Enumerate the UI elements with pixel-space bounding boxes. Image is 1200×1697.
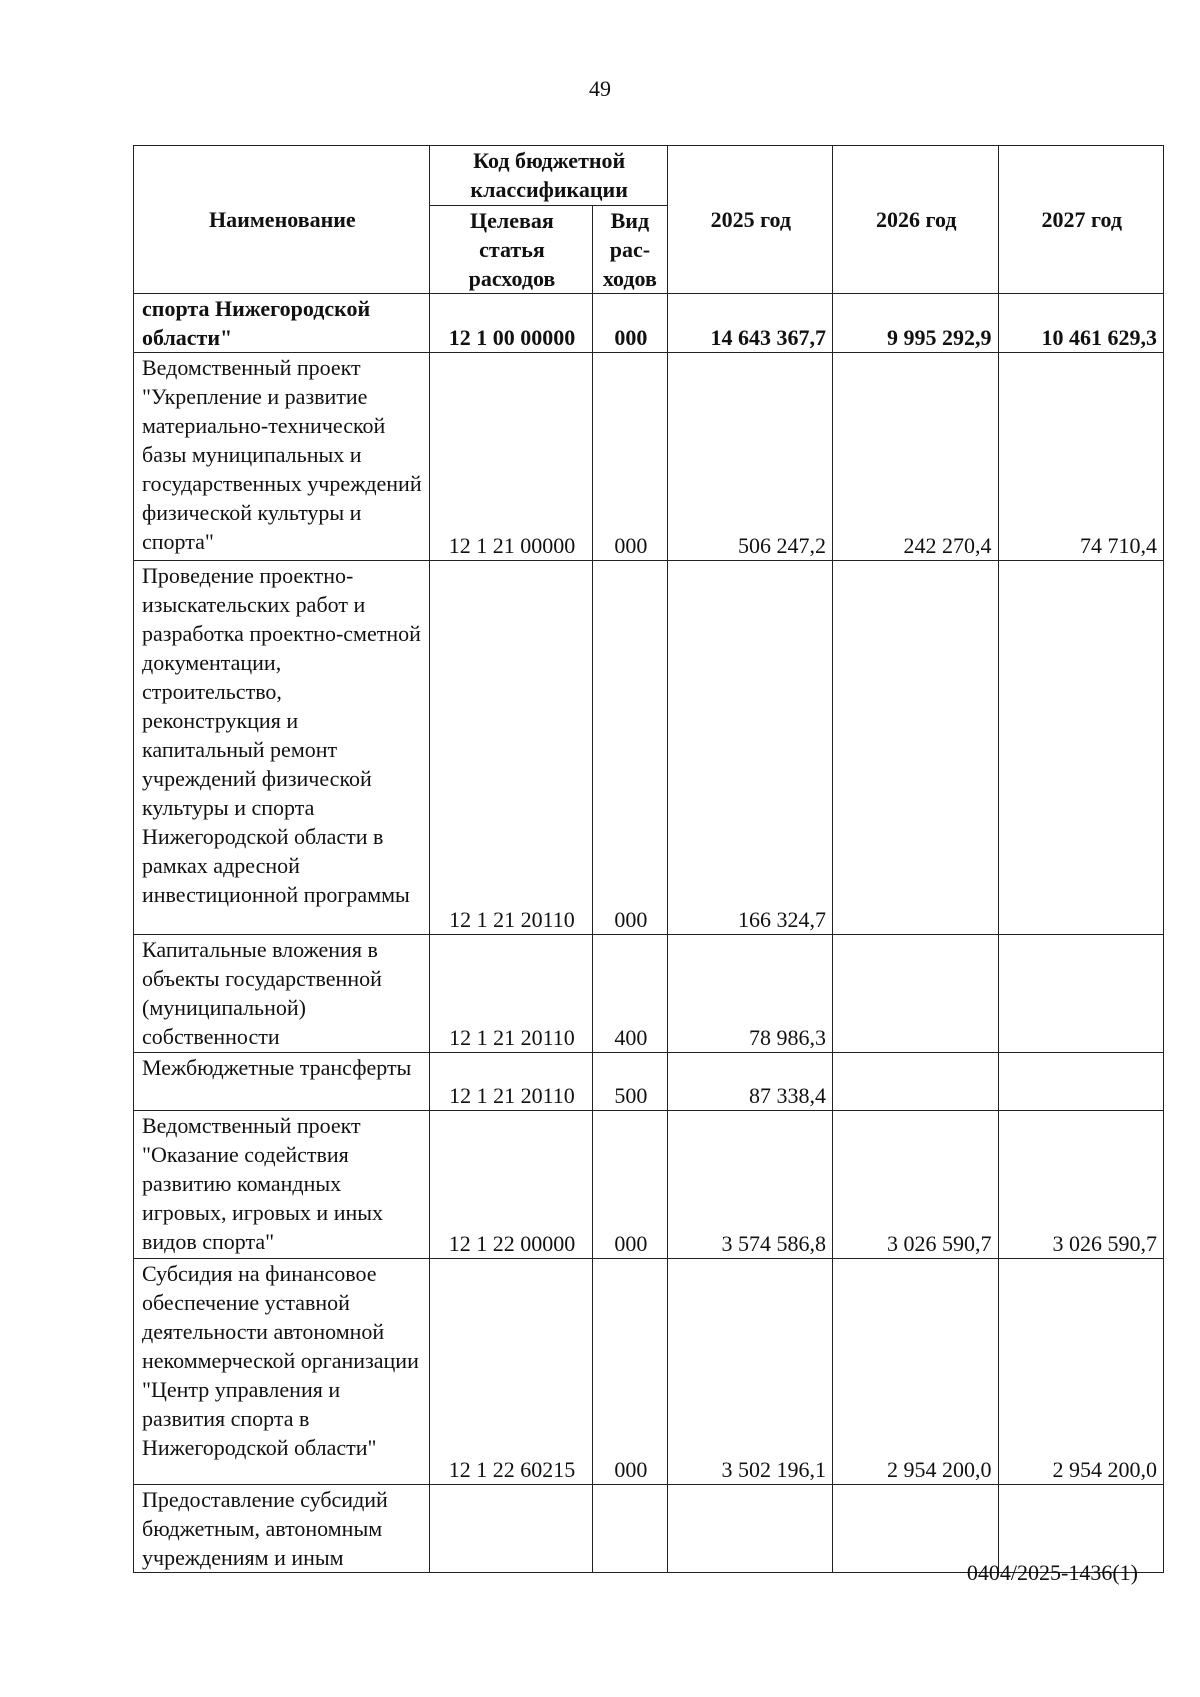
row-target: 12 1 22 60215 xyxy=(429,1259,592,1485)
row-target: 12 1 21 20110 xyxy=(429,561,592,935)
row-type: 500 xyxy=(593,1053,667,1111)
row-type xyxy=(593,1485,667,1573)
row-2026 xyxy=(833,935,998,1053)
row-type: 000 xyxy=(593,353,667,561)
row-2027 xyxy=(998,561,1164,935)
row-2026: 9 995 292,9 xyxy=(833,294,998,353)
table-row xyxy=(134,935,1164,1053)
row-2025: 166 324,7 xyxy=(667,561,832,935)
header-code-group: Код бюджетной классификации xyxy=(429,146,667,206)
row-2025: 14 643 367,7 xyxy=(667,294,832,353)
row-2025: 506 247,2 xyxy=(667,353,832,561)
row-target: 12 1 00 00000 xyxy=(429,294,592,353)
table-row xyxy=(134,1259,1164,1485)
row-type: 000 xyxy=(593,561,667,935)
row-type: 000 xyxy=(593,1111,667,1259)
row-type: 000 xyxy=(593,1259,667,1485)
row-2025: 3 574 586,8 xyxy=(667,1111,832,1259)
row-2027 xyxy=(998,1053,1164,1111)
table-row xyxy=(134,561,1164,935)
row-2027: 2 954 200,0 xyxy=(998,1259,1164,1485)
table-row xyxy=(134,1111,1164,1259)
row-2025 xyxy=(667,1485,832,1573)
row-name: Субсидия на финансовое обеспечение уставной деятельности автономной некоммерческой организации "Центр управления и развития спорта в Нижегородской области" xyxy=(134,1259,430,1485)
row-2027 xyxy=(998,935,1164,1053)
row-target: 12 1 21 00000 xyxy=(429,353,592,561)
header-2027: 2027 год xyxy=(998,146,1164,294)
document-code: 0404/2025-1436(1) xyxy=(966,1560,1138,1585)
table-row xyxy=(134,353,1164,561)
header-2025: 2025 год xyxy=(667,146,832,294)
row-target: 12 1 22 00000 xyxy=(429,1111,592,1259)
row-target: 12 1 21 20110 xyxy=(429,935,592,1053)
table-row xyxy=(134,1053,1164,1111)
budget-table xyxy=(133,145,1164,1573)
row-name: спорта Нижегородской области" xyxy=(134,294,430,353)
row-2026 xyxy=(833,1053,998,1111)
row-2027: 3 026 590,7 xyxy=(998,1111,1164,1259)
row-target: 12 1 21 20110 xyxy=(429,1053,592,1111)
row-2027: 10 461 629,3 xyxy=(998,294,1164,353)
row-2025: 3 502 196,1 xyxy=(667,1259,832,1485)
row-2026 xyxy=(833,561,998,935)
row-type: 000 xyxy=(593,294,667,353)
header-target: Целевая статья расходов xyxy=(429,206,592,294)
row-2026: 3 026 590,7 xyxy=(833,1111,998,1259)
row-name: Предоставление субсидий бюджетным, автономным учреждениям и иным xyxy=(134,1485,430,1573)
table-row xyxy=(134,294,1164,353)
row-name: Проведение проектно-изыскательских работ и разработка проектно-сметной документации, строительство, реконструкция и капитальный ремонт учреждений физической культуры и спорта Нижегородской области в рамках адресной инвестиционной программы xyxy=(134,561,430,935)
row-2025: 78 986,3 xyxy=(667,935,832,1053)
page-number: 49 xyxy=(589,76,611,101)
header-type: Вид рас-ходов xyxy=(593,206,667,294)
row-name: Ведомственный проект "Оказание содействия развитию командных игровых, игровых и иных видов спорта" xyxy=(134,1111,430,1259)
header-2026: 2026 год xyxy=(833,146,998,294)
row-name: Межбюджетные трансферты xyxy=(134,1053,430,1111)
row-2026: 242 270,4 xyxy=(833,353,998,561)
header-name: Наименование xyxy=(134,146,430,294)
row-name: Ведомственный проект "Укрепление и развитие материально-технической базы муниципальных и государственных учреждений физической культуры и спорта" xyxy=(134,353,430,561)
row-2026: 2 954 200,0 xyxy=(833,1259,998,1485)
row-name: Капитальные вложения в объекты государственной (муниципальной) собственности xyxy=(134,935,430,1053)
row-2027: 74 710,4 xyxy=(998,353,1164,561)
row-type: 400 xyxy=(593,935,667,1053)
row-target xyxy=(429,1485,592,1573)
row-2025: 87 338,4 xyxy=(667,1053,832,1111)
